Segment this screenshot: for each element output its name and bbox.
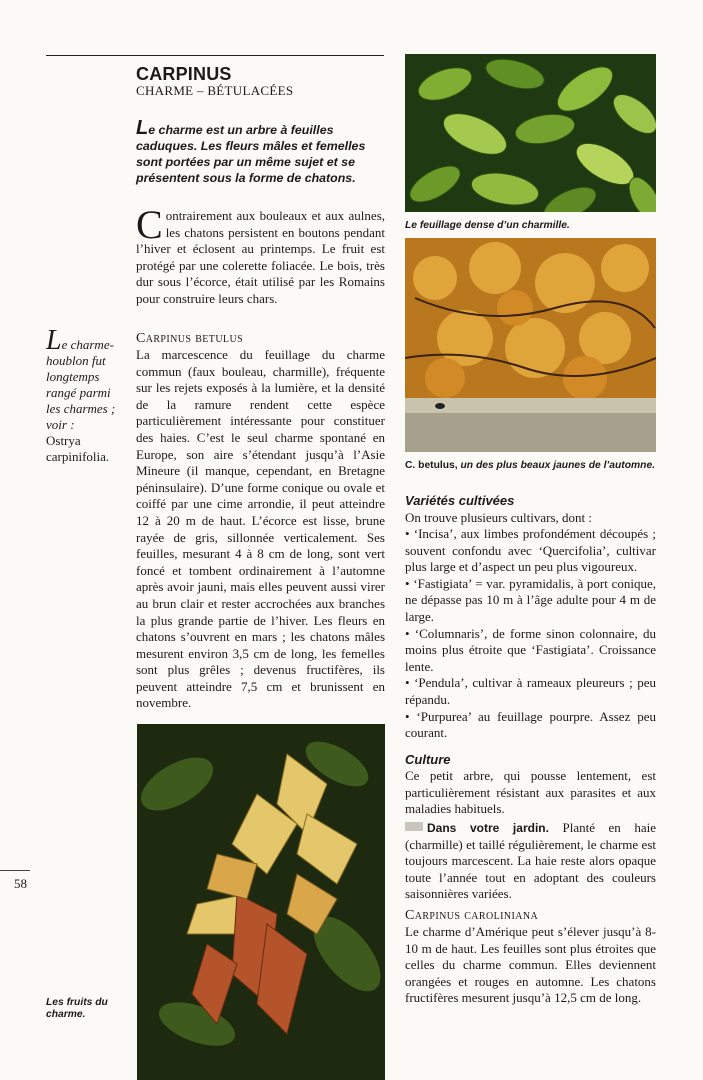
section-marker <box>405 822 423 831</box>
drop-cap: C <box>136 202 163 247</box>
photo-foliage <box>405 54 656 212</box>
list-item: • ‘Incisa’, aux limbes profondément découpés ; souvent confondu avec ‘Quercifolia’, cultivar plus large et d’aspect un peu plus vigoureux. <box>405 526 656 575</box>
page-number-rule <box>0 870 30 871</box>
jardin-paragraph: Dans votre jardin. Planté en haie (charmille) et taillé régulièrement, le charme est toujours marcescent. La haie reste alors opaque toute l’année tout en adoptant des couleurs saisonnières variées. <box>405 820 656 902</box>
section-heading-betulus: Carpinus betulus <box>136 331 244 346</box>
varietes-list <box>405 526 656 742</box>
body-paragraph-1: Contrairement aux bouleaux et aux aulnes, les chatons persistent en boutons pendant l’hiver et éclosent au printemps. Le fruit est protégé par une colerette foliacée. Le bois, très dur sous l’écorce, était utilisé par les Romains pour construire leurs chars. <box>136 202 385 306</box>
list-item: • ‘Pendula’, cultivar à rameaux pleureurs ; peu répandu. <box>405 675 656 707</box>
list-item: • ‘Purpurea’ au feuillage pourpre. Assez peu courant. <box>405 708 656 741</box>
varietes-intro: On trouve plusieurs cultivars, dont : <box>405 510 593 525</box>
list-item: • ‘Columnaris’, de forme sinon colonnaire, du moins plus étroite que ‘Fastigiata’. Croissance lente. <box>405 625 656 674</box>
page-number: 58 <box>14 876 27 891</box>
caption-foliage: Le feuillage dense d’un charmille. <box>405 220 570 231</box>
list-item: • ‘Fastigiata’ = var. pyramidalis, à port conique, ne dépasse pas 10 m à l’âge adulte pour 4 m de large. <box>405 575 656 624</box>
intro-paragraph: Le charme est un arbre à feuilles caduques. Les fleurs mâles et femelles sont portées par un même sujet et se présentent sous la forme de chatons. <box>136 117 366 185</box>
side-note-reference: Ostrya carpinifolia. <box>46 433 110 464</box>
page-subtitle: CHARME – BÉTULACÉES <box>136 83 294 98</box>
caption-fruits: Les fruits du charme. <box>46 997 108 1020</box>
section-heading-varietes: Variétés cultivées <box>405 493 515 508</box>
top-rule <box>46 55 384 56</box>
caroliniana-paragraph: Le charme d’Amérique peut s’élever jusqu’à 8-10 m de haut. Les feuilles sont plus étroites que celles du charme commun. Elles deviennent orangées et rouges en automne. Les chatons fructifères mesurent jusqu’à 12,5 cm de long. <box>405 924 656 1006</box>
photo-autumn-tree <box>405 238 656 452</box>
side-note: Le charme-houblon fut longtemps rangé parmi les charmes ; voir : Ostrya carpinifolia. <box>46 325 116 464</box>
section-heading-caroliniana: Carpinus caroliniana <box>405 908 539 923</box>
culture-paragraph: Ce petit arbre, qui pousse lentement, est particulièrement résistant aux parasites et aux maladies habituels. <box>405 768 656 817</box>
body-paragraph-betulus: La marcescence du feuillage du charme commun (faux bouleau, charmille), fréquente sur les rejets exposés à la lumière, et la densité de la ramure rendent cette espèce particulièrement intéressante pour constituer des haies. C’est le seul charme spontané en Europe, son aire s’étendant jusqu’à l’Asie Mineure (il manque, cependant, en Bretagne péninsulaire). D’une forme conique ou ovale et coiffé par une cime arrondie, il peut atteindre 12 à 20 m de haut. L’écorce est lisse, brune rayée de gris, sillonnée verticalement. Ses feuilles, mesurant 4 à 8 cm de long, sont vert foncé et tombent ordinairement à l’automne après avoir jauni, mais elles peuvent aussi virer au brun clair et rester accrochées aux branches la plus grande partie de l’hiver. Les fleurs en chatons s’ouvrent en mars ; les chatons mâles mesurent environ 3,5 cm de long, les femelles sont plus grêles ; devenus fructifères, ils peuvent atteindre 7,5 cm et brunissent en novembre. <box>136 347 385 711</box>
photo-fruits <box>137 724 385 1080</box>
section-heading-culture: Culture <box>405 752 451 767</box>
page-title: CARPINUS <box>136 64 232 84</box>
caption-autumn-tree: C. betulus, un des plus beaux jaunes de l’automne. <box>405 460 656 471</box>
